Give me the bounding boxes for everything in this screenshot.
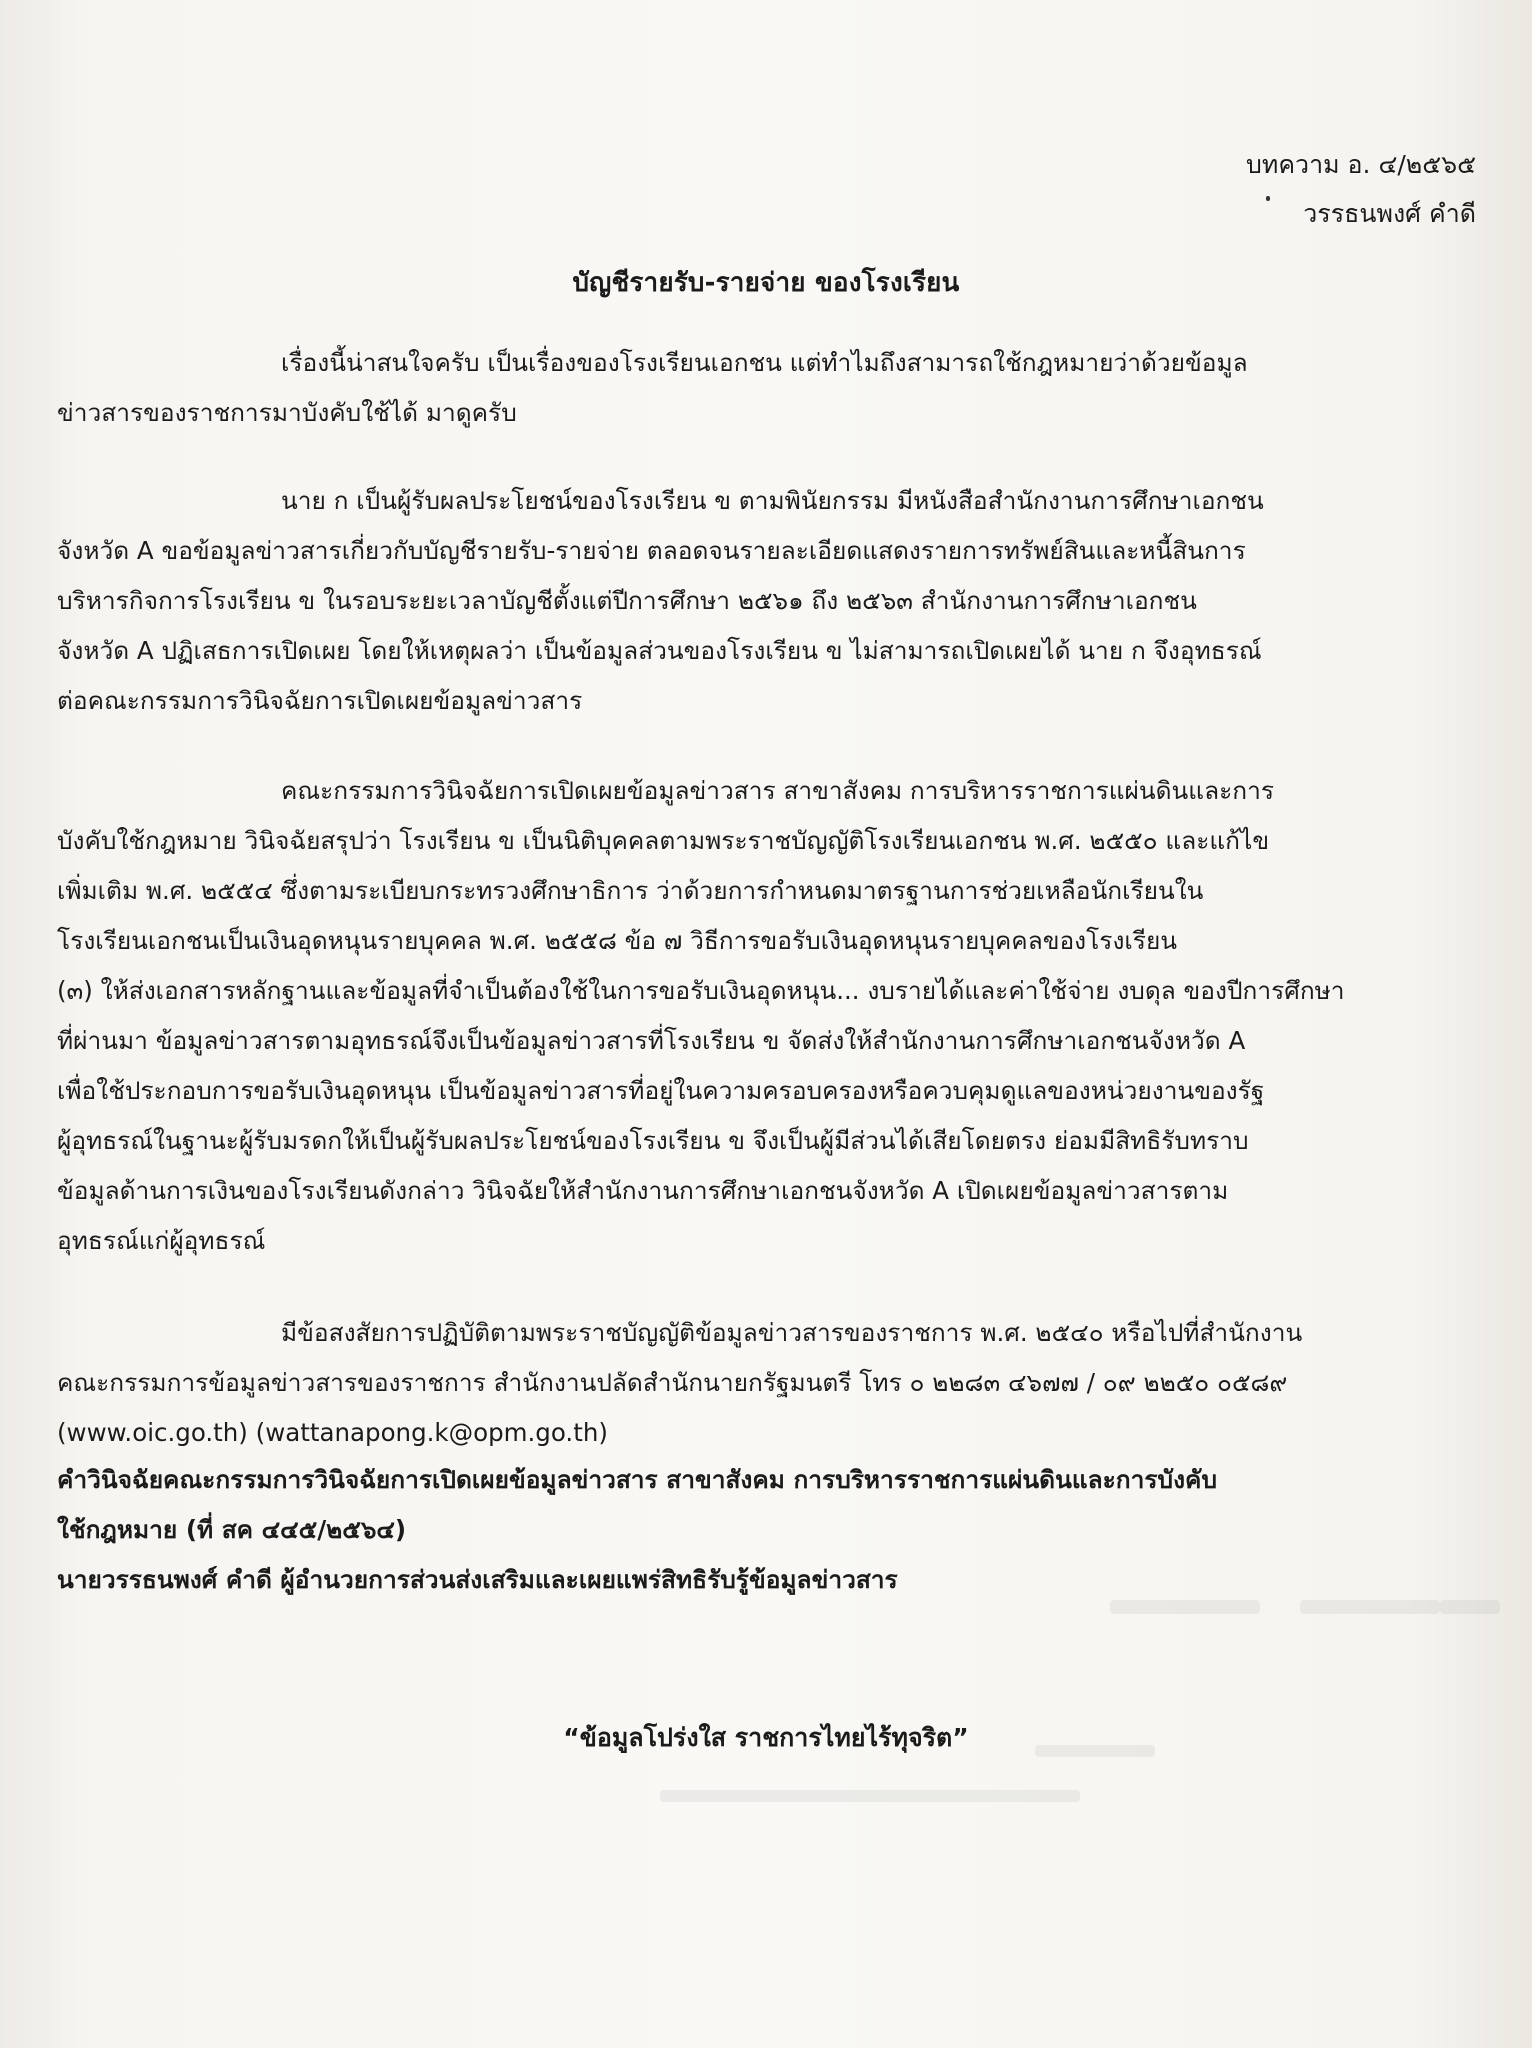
case-line: จังหวัด A ปฏิเสธการเปิดเผย โดยให้เหตุผลว่า เป็นข้อมูลส่วนของโรงเรียน ข ไม่สามารถเปิดเผยได้ นาย ก จึงอุทธรณ์ <box>57 636 1262 665</box>
ruling-line: ข้อมูลด้านการเงินของโรงเรียนดังกล่าว วินิจฉัยให้สำนักงานการศึกษาเอกชนจังหวัด A เปิดเผยข้อมูลข่าวสารตาม <box>57 1176 1229 1205</box>
ruling-line: เพื่อใช้ประกอบการขอรับเงินอุดหนุน เป็นข้อมูลข่าวสารที่อยู่ในความครอบครองหรือควบคุมดูแลของหน่วยงานของรัฐ <box>57 1076 1265 1105</box>
document-title: บัญชีรายรับ-รายจ่าย ของโรงเรียน <box>572 268 960 298</box>
inquiry-paragraph <box>57 1308 1532 1458</box>
inquiry-line: คณะกรรมการข้อมูลข่าวสารของราชการ สำนักงานปลัดสำนักนายกรัฐมนตรี โทร ๐ ๒๒๘๓ ๔๖๗๗ / ๐๙ ๒๒๕๐ ๐๕๘๙ <box>57 1368 1288 1397</box>
inquiry-line: มีข้อสงสัยการปฏิบัติตามพระราชบัญญัติข้อมูลข่าวสารของราชการ พ.ศ. ๒๕๔๐ หรือไปที่สำนักงาน <box>281 1318 1303 1347</box>
ruling-line: (๓) ให้ส่งเอกสารหลักฐานและข้อมูลที่จำเป็นต้องใช้ในการขอรับเงินอุดหนุน... งบรายได้และค่าใช้จ่าย งบดุล ของปีการศึกษา <box>57 976 1345 1005</box>
article-reference: บทความ อ. ๔/๒๕๖๕ <box>1245 150 1476 179</box>
reference-line: คำวินิจฉัยคณะกรรมการวินิจฉัยการเปิดเผยข้อมูลข่าวสาร สาขาสังคม การบริหารราชการแผ่นดินและการบังคับ <box>57 1465 1217 1494</box>
document-header <box>1056 140 1476 238</box>
show-through-mark <box>1110 1600 1260 1614</box>
ruling-line: คณะกรรมการวินิจฉัยการเปิดเผยข้อมูลข่าวสาร สาขาสังคม การบริหารราชการแผ่นดินและการ <box>281 776 1275 805</box>
intro-line: เรื่องนี้น่าสนใจครับ เป็นเรื่องของโรงเรียนเอกชน แต่ทำไมถึงสามารถใช้กฎหมายว่าด้วยข้อมูล <box>281 348 1248 377</box>
ruling-line: โรงเรียนเอกชนเป็นเงินอุดหนุนรายบุคคล พ.ศ. ๒๕๕๘ ข้อ ๗ วิธีการขอรับเงินอุดหนุนรายบุคคลของโรงเรียน <box>57 926 1178 955</box>
contact-links: (www.oic.go.th) (wattanapong.k@opm.go.th) <box>57 1418 608 1447</box>
case-line: ต่อคณะกรรมการวินิจฉัยการเปิดเผยข้อมูลข่าวสาร <box>57 686 583 715</box>
show-through-mark <box>660 1790 1080 1802</box>
decision-reference <box>57 1455 1532 1605</box>
show-through-mark <box>1440 1600 1500 1614</box>
ruling-paragraph <box>57 766 1532 1266</box>
ruling-line: อุทธรณ์แก่ผู้อุทธรณ์ <box>57 1226 266 1255</box>
author-name: วรรธนพงศ์ คำดี <box>1303 199 1476 228</box>
signatory-line: นายวรรธนพงศ์ คำดี ผู้อำนวยการส่วนส่งเสริมและเผยแพร่สิทธิรับรู้ข้อมูลข่าวสาร <box>57 1565 898 1594</box>
intro-line: ข่าวสารของราชการมาบังคับใช้ได้ มาดูครับ <box>57 398 517 427</box>
show-through-mark <box>1300 1600 1440 1614</box>
case-line: บริหารกิจการโรงเรียน ข ในรอบระยะเวลาบัญชีตั้งแต่ปีการศึกษา ๒๕๖๑ ถึง ๒๕๖๓ สำนักงานการศึกษาเอกชน <box>57 586 1197 615</box>
ink-speck <box>1266 196 1270 201</box>
ruling-line: ที่ผ่านมา ข้อมูลข่าวสารตามอุทธรณ์จึงเป็นข้อมูลข่าวสารที่โรงเรียน ข จัดส่งให้สำนักงานการศึกษาเอกชนจังหวัด A <box>57 1026 1246 1055</box>
reference-line: ใช้กฎหมาย (ที่ สค ๔๔๕/๒๕๖๔) <box>57 1515 407 1544</box>
ruling-line: บังคับใช้กฎหมาย วินิจฉัยสรุปว่า โรงเรียน ข เป็นนิติบุคคลตามพระราชบัญญัติโรงเรียนเอกชน พ.ศ. ๒๕๕๐ และแก้ไข <box>57 826 1270 855</box>
ruling-line: เพิ่มเติม พ.ศ. ๒๕๕๔ ซึ่งตามระเบียบกระทรวงศึกษาธิการ ว่าด้วยการกำหนดมาตรฐานการช่วยเหลือนักเรียนใน <box>57 876 1204 905</box>
intro-paragraph <box>57 338 1532 438</box>
case-line: นาย ก เป็นผู้รับผลประโยชน์ของโรงเรียน ข ตามพินัยกรรม มีหนังสือสำนักงานการศึกษาเอกชน <box>281 486 1264 515</box>
closing-slogan: “ข้อมูลโปร่งใส ราชการไทยไร้ทุจริต” <box>563 1723 969 1752</box>
case-line: จังหวัด A ขอข้อมูลข่าวสารเกี่ยวกับบัญชีรายรับ-รายจ่าย ตลอดจนรายละเอียดแสดงรายการทรัพย์สินและหนี้สินการ <box>57 536 1246 565</box>
case-paragraph <box>57 476 1532 726</box>
ruling-line: ผู้อุทธรณ์ในฐานะผู้รับมรดกให้เป็นผู้รับผลประโยชน์ของโรงเรียน ข จึงเป็นผู้มีส่วนได้เสียโดยตรง ย่อมมีสิทธิรับทราบ <box>57 1126 1249 1155</box>
